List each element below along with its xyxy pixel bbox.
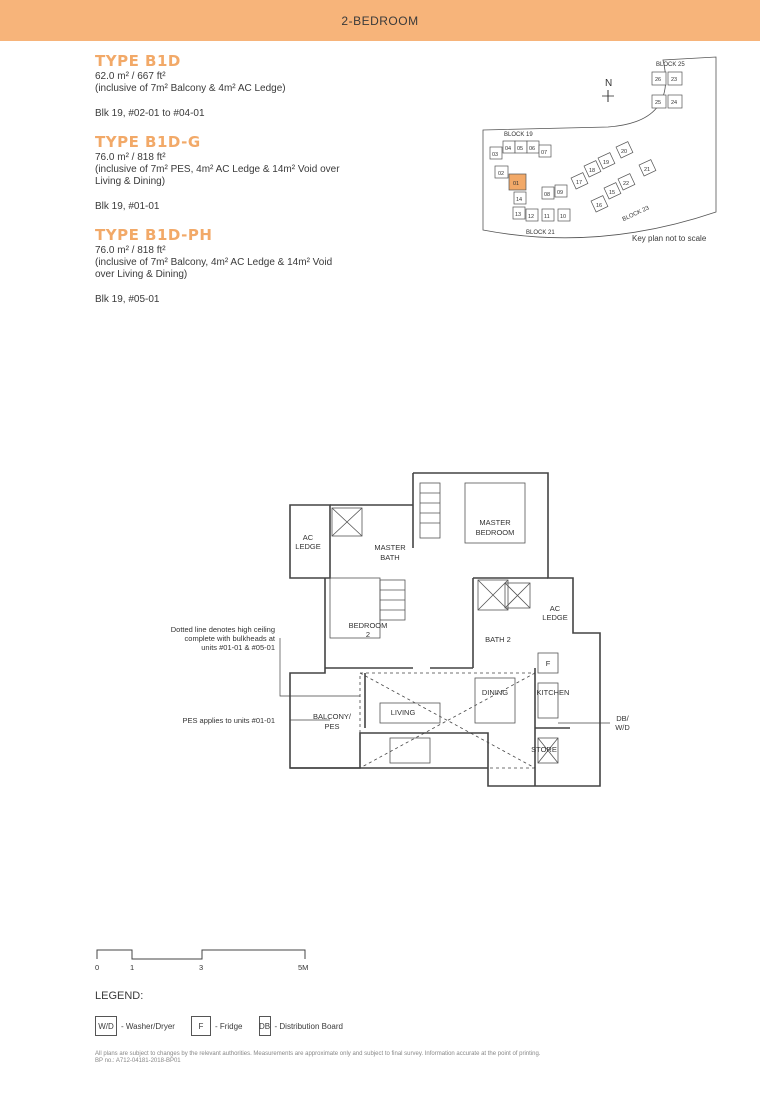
legend bbox=[95, 1014, 359, 1038]
washer-dryer-icon: W/D bbox=[95, 1016, 117, 1036]
master-bedroom-label: MASTER bbox=[479, 518, 511, 527]
scale-5m: 5M bbox=[298, 963, 309, 972]
type-units: Blk 19, #05-01 bbox=[95, 294, 160, 305]
scale-3: 3 bbox=[199, 963, 204, 972]
svg-text:08: 08 bbox=[544, 192, 551, 198]
svg-text:01: 01 bbox=[513, 181, 520, 187]
svg-text:06: 06 bbox=[529, 146, 536, 152]
bedroom2-label: BEDROOM bbox=[348, 621, 388, 630]
block-21-label: BLOCK 21 bbox=[526, 230, 555, 236]
key-plan bbox=[478, 52, 728, 252]
distribution-board-icon: DB bbox=[259, 1016, 271, 1036]
type-inclusive: (inclusive of 7m² PES, 4m² AC Ledge & 14m² Void over bbox=[95, 164, 340, 175]
block-19-label: BLOCK 19 bbox=[504, 132, 533, 138]
svg-text:23: 23 bbox=[671, 77, 678, 83]
type-units: Blk 19, #02-01 to #04-01 bbox=[95, 108, 205, 119]
type-block-b1d-g bbox=[95, 133, 395, 213]
svg-text:16: 16 bbox=[596, 203, 603, 209]
svg-text:05: 05 bbox=[517, 146, 524, 152]
svg-text:17: 17 bbox=[576, 180, 583, 186]
svg-text:07: 07 bbox=[541, 150, 548, 156]
disclaimer-text: All plans are subject to changes by the relevant authorities. Measurements are approximate only and subject to final survey. Information accurate at the point of printing. bbox=[95, 1051, 541, 1057]
legend-distribution-board: - Distribution Board bbox=[274, 1021, 343, 1031]
living-label: LIVING bbox=[390, 708, 416, 717]
type-area: 76.0 m² / 818 ft² bbox=[95, 152, 166, 163]
svg-text:19: 19 bbox=[603, 160, 610, 166]
type-area: 62.0 m² / 667 ft² bbox=[95, 71, 166, 82]
unit-types bbox=[95, 52, 395, 319]
scale-bar bbox=[95, 944, 335, 974]
type-block-b1d-ph bbox=[95, 226, 395, 306]
block-25-label: BLOCK 25 bbox=[656, 62, 685, 68]
svg-text:04: 04 bbox=[505, 146, 512, 152]
ac-ledge-2-label: AC bbox=[549, 604, 561, 613]
section-title: 2-BEDROOM bbox=[341, 13, 419, 28]
svg-text:24: 24 bbox=[671, 100, 678, 106]
svg-text:11: 11 bbox=[544, 214, 550, 220]
svg-text:BEDROOM: BEDROOM bbox=[475, 528, 515, 537]
north-label: N bbox=[605, 78, 613, 89]
balcony-label: BALCONY/ bbox=[313, 712, 351, 721]
legend-title: LEGEND: bbox=[95, 990, 144, 1002]
keyplan-note: Key plan not to scale bbox=[632, 234, 707, 243]
type-inclusive: (inclusive of 7m² Balcony & 4m² AC Ledge) bbox=[95, 83, 286, 94]
section-header bbox=[0, 0, 760, 41]
dotted-line-note: Dotted line denotes high ceiling complete with bulkheads at units #01-01 & #05-01 bbox=[170, 625, 275, 652]
svg-text:13: 13 bbox=[515, 212, 522, 218]
svg-text:PES: PES bbox=[324, 722, 340, 731]
svg-text:03: 03 bbox=[492, 152, 499, 158]
svg-text:2: 2 bbox=[365, 630, 371, 639]
svg-text:26: 26 bbox=[655, 77, 662, 83]
svg-text:20: 20 bbox=[621, 149, 628, 155]
svg-text:25: 25 bbox=[655, 100, 662, 106]
kitchen-label: KITCHEN bbox=[536, 688, 570, 697]
scale-0: 0 bbox=[95, 963, 100, 972]
type-title: TYPE B1D-G bbox=[95, 133, 201, 151]
type-inclusive: Living & Dining) bbox=[95, 176, 166, 187]
svg-text:LEDGE: LEDGE bbox=[295, 542, 321, 551]
dining-label: DINING bbox=[481, 688, 509, 697]
pes-note: PES applies to units #01-01 bbox=[182, 716, 275, 725]
svg-text:15: 15 bbox=[609, 190, 616, 196]
svg-text:18: 18 bbox=[589, 168, 596, 174]
type-inclusive: over Living & Dining) bbox=[95, 269, 188, 280]
master-bath-label: MASTER bbox=[374, 543, 406, 552]
type-title: TYPE B1D-PH bbox=[95, 226, 213, 244]
type-title: TYPE B1D bbox=[95, 52, 181, 70]
scale-1: 1 bbox=[130, 963, 135, 972]
bath2-label: BATH 2 bbox=[485, 635, 511, 644]
svg-text:14: 14 bbox=[516, 197, 523, 203]
type-units: Blk 19, #01-01 bbox=[95, 201, 160, 212]
disclaimer bbox=[95, 1051, 715, 1065]
type-block-b1d bbox=[95, 52, 395, 120]
svg-text:21: 21 bbox=[644, 167, 651, 173]
fridge-label: F bbox=[545, 659, 551, 668]
svg-text:LEDGE: LEDGE bbox=[542, 613, 568, 622]
svg-text:10: 10 bbox=[560, 214, 567, 220]
db-note: DB/ W/D bbox=[615, 714, 630, 732]
ac-ledge-label: AC bbox=[302, 533, 314, 542]
legend-fridge: - Fridge bbox=[214, 1021, 243, 1031]
fridge-icon: F bbox=[191, 1016, 211, 1036]
bp-number: BP no.: A712-04181-2018-BP01 bbox=[95, 1058, 181, 1064]
type-area: 76.0 m² / 818 ft² bbox=[95, 245, 166, 256]
block-23-label: BLOCK 23 bbox=[621, 205, 651, 224]
store-label: STORE bbox=[531, 745, 557, 754]
svg-text:22: 22 bbox=[623, 181, 630, 187]
svg-text:02: 02 bbox=[498, 171, 505, 177]
legend-washer-dryer: - Washer/Dryer bbox=[121, 1021, 175, 1031]
svg-text:BATH: BATH bbox=[380, 553, 400, 562]
svg-text:09: 09 bbox=[557, 190, 564, 196]
svg-text:12: 12 bbox=[528, 214, 535, 220]
type-inclusive: (inclusive of 7m² Balcony, 4m² AC Ledge & 14m² Void bbox=[95, 257, 333, 268]
